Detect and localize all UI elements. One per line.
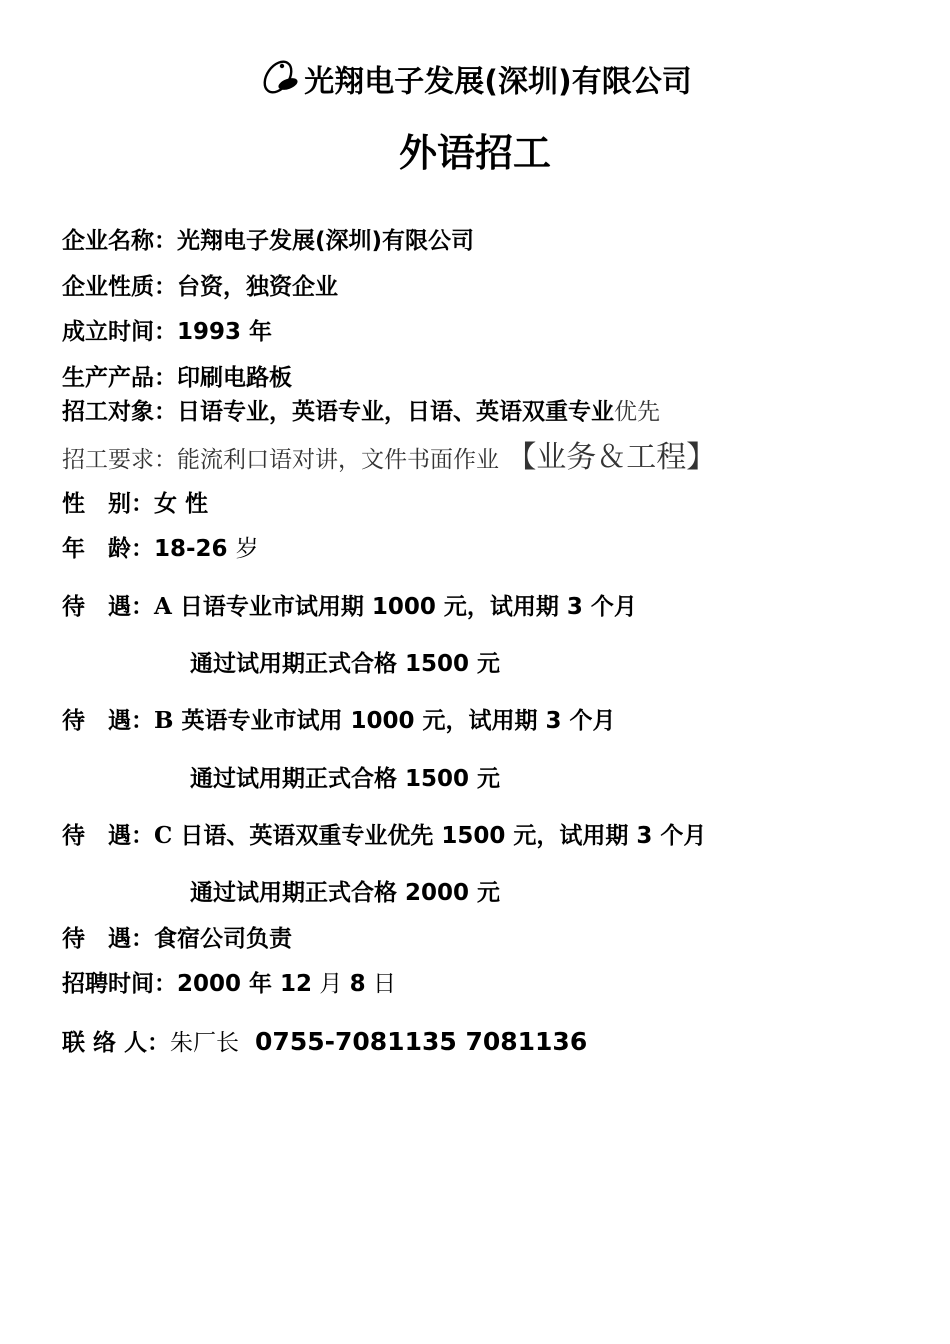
company-nature-value: 台资，独资企业	[177, 274, 338, 300]
products-row	[62, 362, 292, 394]
lodging-row	[62, 923, 292, 955]
benefit-pass-text: 通过试用期正式合格	[190, 766, 406, 792]
recruit-date-month: 12	[280, 971, 313, 997]
founded-label: 成立时间：	[62, 319, 177, 345]
company-name-row	[62, 225, 474, 257]
company-header	[0, 62, 950, 103]
benefit-letter: B	[154, 707, 174, 734]
requirements-value: 能流利口语对讲，文件书面作业	[177, 447, 499, 473]
recruit-date-label: 招聘时间：	[62, 971, 177, 997]
company-name-heading: 光翔电子发展(深圳)有限公司	[304, 64, 692, 100]
recruit-date-day: 8	[349, 971, 366, 997]
benefit-b-pass-row	[190, 763, 500, 795]
target-value: 日语专业，英语专业，日语、英语双重专业	[177, 399, 614, 425]
target-label: 招工对象：	[62, 399, 177, 425]
lodging-value: 食宿公司负责	[154, 926, 292, 952]
benefit-pass-amount: 1500	[405, 766, 470, 792]
benefit-b-row	[62, 705, 616, 737]
founded-row	[62, 316, 272, 348]
benefit-months: 3	[636, 823, 653, 849]
company-nature-row	[62, 271, 338, 303]
gender-label: 性 别：	[62, 491, 154, 517]
contact-phone: 0755-7081135 7081136	[255, 1027, 588, 1056]
products-value: 印刷电路板	[177, 365, 292, 391]
benefit-pass-unit: 元	[469, 766, 501, 792]
target-suffix: 优先	[614, 399, 660, 425]
benefit-text: 个月	[652, 823, 707, 849]
recruit-date-day-unit: 日	[365, 971, 396, 997]
company-name-label: 企业名称：	[62, 228, 177, 254]
benefit-text: 日语专业市试用期	[171, 594, 372, 620]
products-label: 生产产品：	[62, 365, 177, 391]
gender-value: 女 性	[154, 491, 209, 517]
age-row	[62, 533, 259, 565]
target-row	[62, 396, 660, 428]
benefit-pass-text: 通过试用期正式合格	[190, 880, 406, 906]
benefit-text: 日语、英语双重专业优先	[172, 823, 442, 849]
page-title: 外语招工	[398, 131, 551, 175]
benefit-text: 元，试用期	[414, 708, 546, 734]
gender-row	[62, 488, 208, 520]
recruit-date-year-unit: 年	[241, 971, 281, 997]
benefit-letter: C	[154, 822, 173, 849]
benefit-pass-text: 通过试用期正式合格	[190, 651, 406, 677]
lodging-label: 待 遇：	[62, 926, 154, 952]
benefit-label: 待 遇：	[62, 708, 154, 734]
company-logo-icon	[258, 57, 304, 97]
benefit-amount: 1500	[441, 823, 506, 849]
benefit-letter: A	[154, 593, 172, 620]
benefit-months: 3	[566, 594, 583, 620]
requirements-row	[62, 442, 716, 476]
benefit-amount: 1000	[371, 594, 436, 620]
benefit-pass-amount: 1500	[405, 651, 470, 677]
benefit-text: 元，试用期	[435, 594, 567, 620]
founded-year: 1993	[177, 319, 242, 345]
benefit-c-pass-row	[190, 877, 500, 909]
contact-label: 联 络 人：	[62, 1030, 171, 1056]
requirements-label: 招工要求：	[62, 447, 177, 473]
benefit-pass-amount: 2000	[405, 880, 470, 906]
age-label: 年 龄：	[62, 536, 154, 562]
benefit-pass-unit: 元	[469, 880, 501, 906]
benefit-amount: 1000	[350, 708, 415, 734]
recruit-date-row	[62, 968, 396, 1000]
benefit-a-row	[62, 591, 637, 623]
founded-unit: 年	[249, 319, 273, 345]
requirements-bracket: 【业务＆工程】	[506, 440, 717, 475]
benefit-label: 待 遇：	[62, 823, 154, 849]
benefit-text: 元，试用期	[505, 823, 637, 849]
company-name-value: 光翔电子发展(深圳)有限公司	[177, 228, 475, 254]
recruit-date-year: 2000	[177, 971, 242, 997]
benefit-a-pass-row	[190, 648, 500, 680]
company-nature-label: 企业性质：	[62, 274, 177, 300]
contact-row	[62, 1026, 587, 1059]
benefit-months: 3	[545, 708, 562, 734]
age-unit: 岁	[235, 536, 259, 562]
contact-name: 朱厂长	[170, 1030, 240, 1056]
benefit-text: 个月	[561, 708, 616, 734]
recruit-date-month-unit: 月	[312, 971, 350, 997]
age-value: 18-26	[154, 536, 228, 562]
benefit-text: 个月	[582, 594, 637, 620]
benefit-pass-unit: 元	[469, 651, 501, 677]
benefit-label: 待 遇：	[62, 594, 154, 620]
benefit-text: 英语专业市试用	[173, 708, 351, 734]
benefit-c-row	[62, 820, 706, 852]
